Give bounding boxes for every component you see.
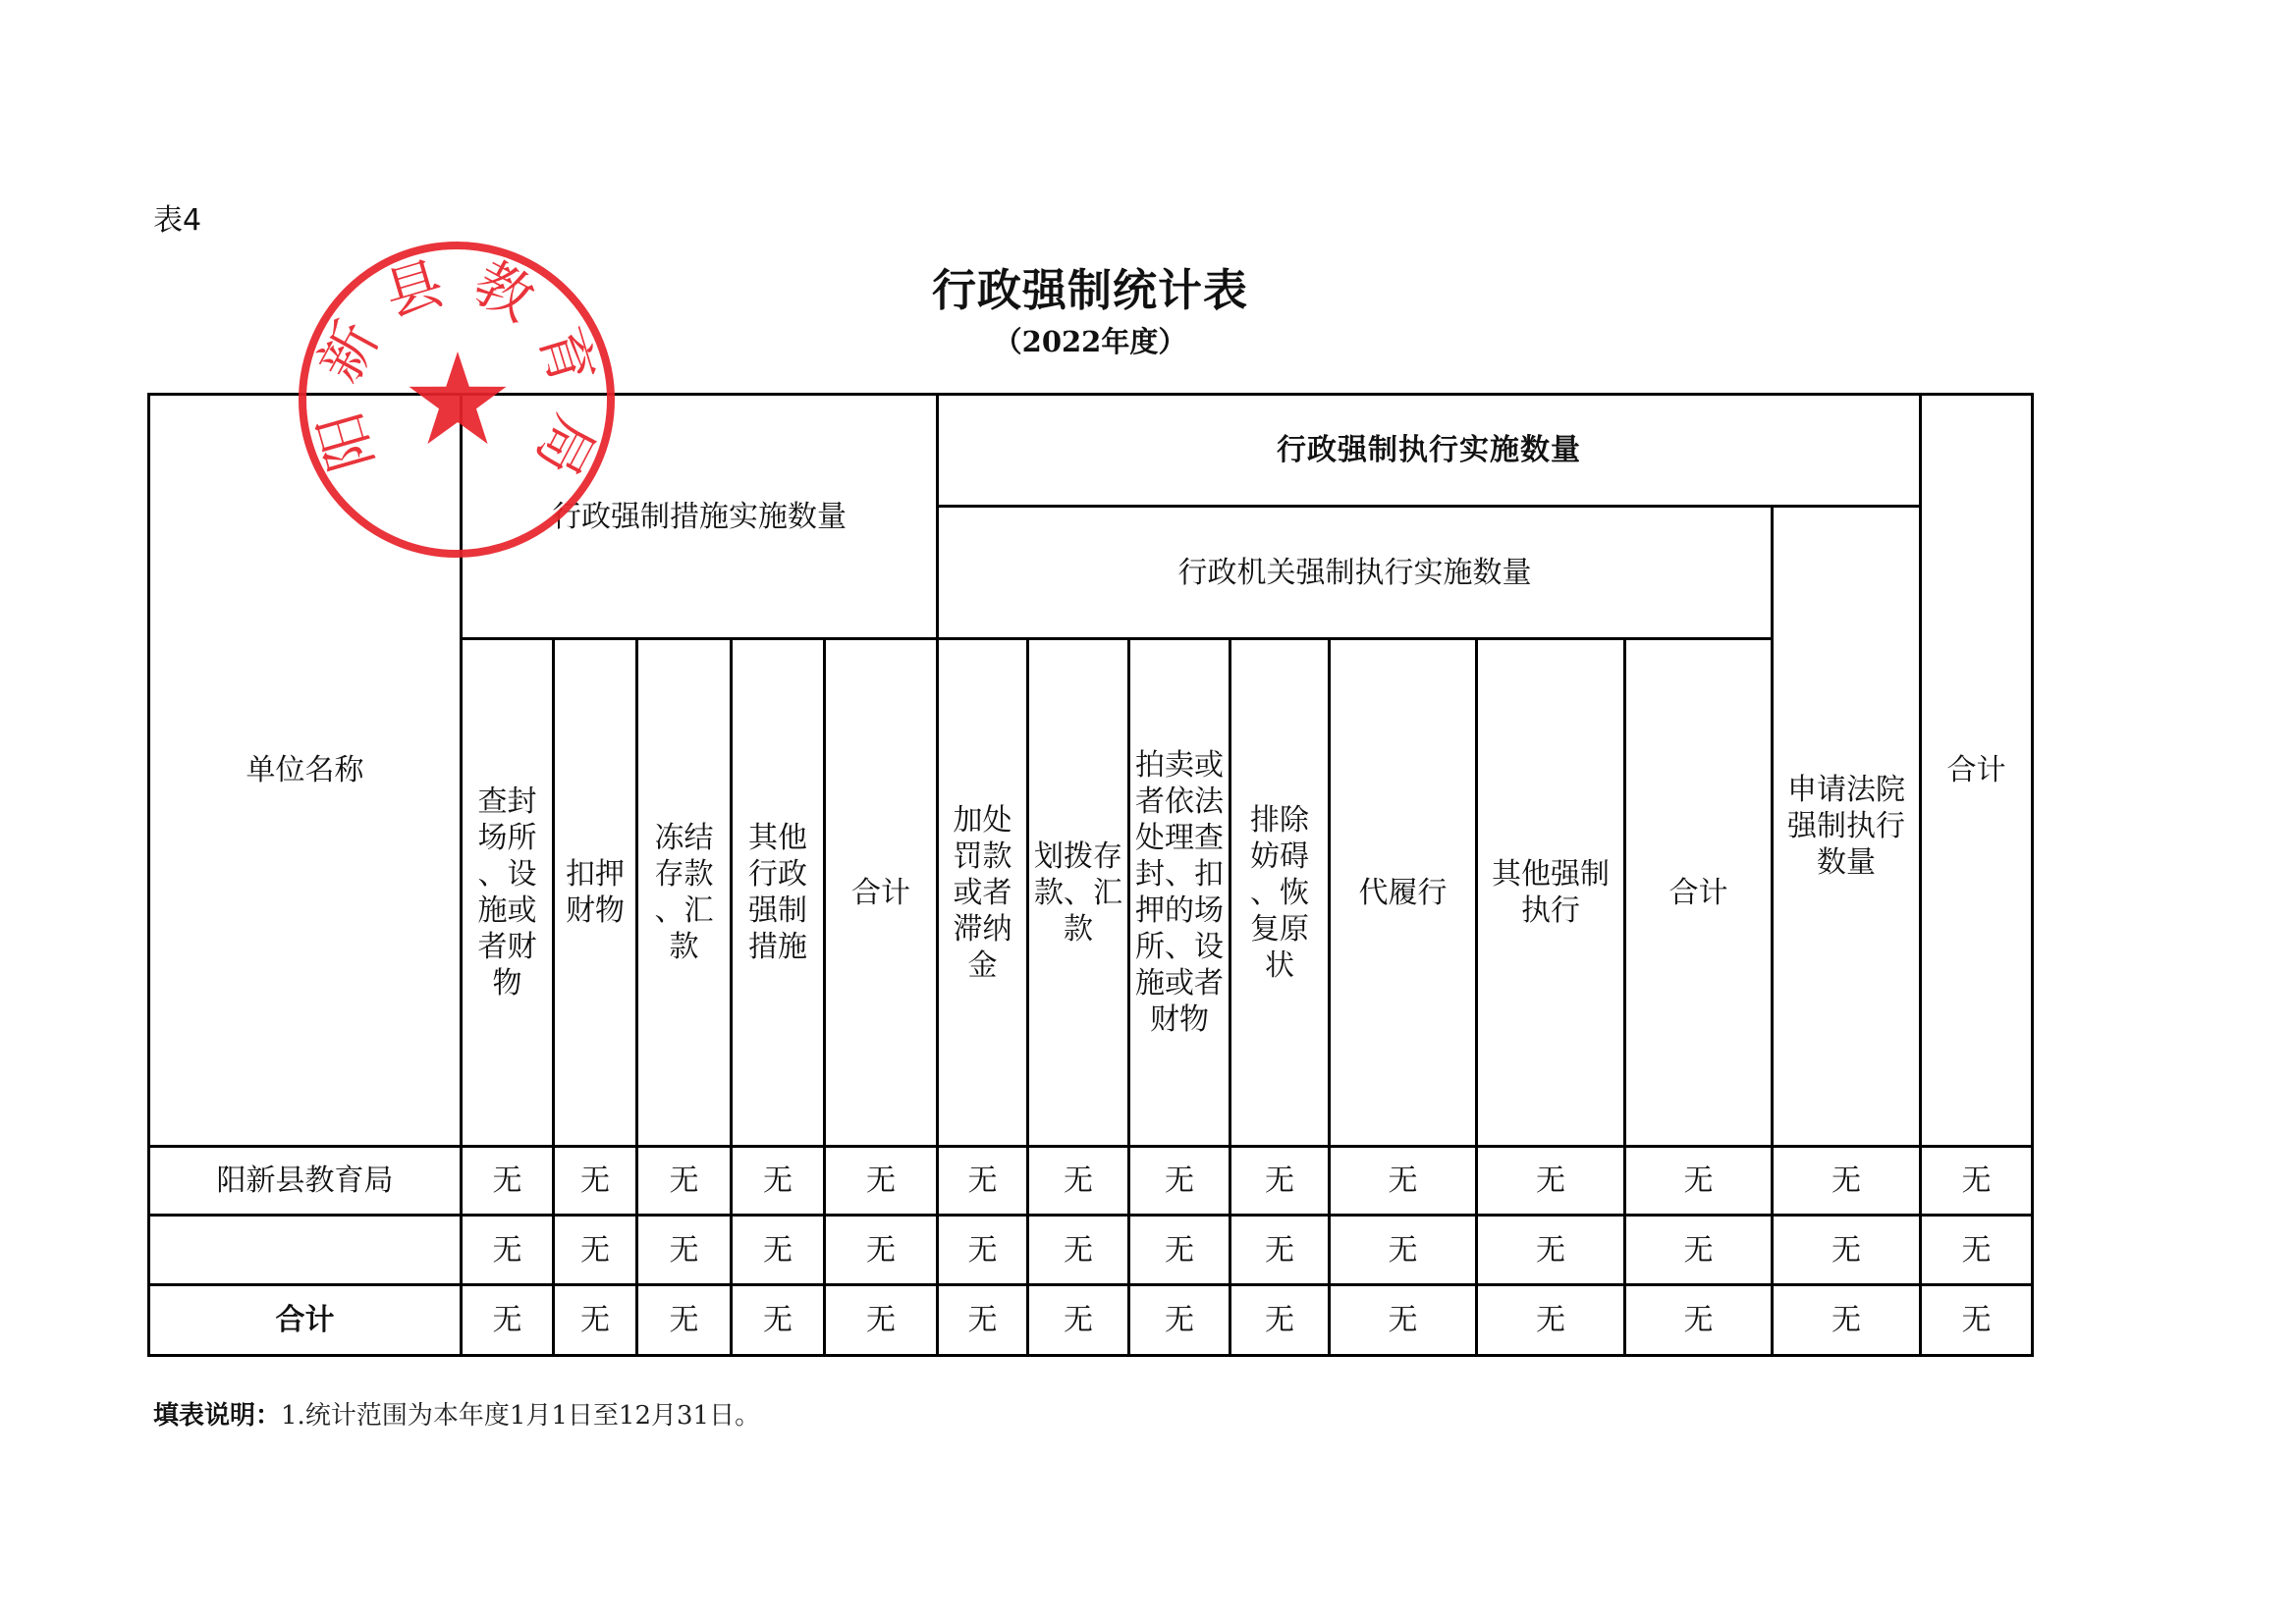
row-value: 无 [825,1285,938,1356]
row-value: 无 [1230,1216,1330,1285]
row-value: 无 [1330,1285,1477,1356]
row-value: 无 [1330,1216,1477,1285]
row-unit-name [149,1216,462,1285]
row-value: 无 [1028,1285,1129,1356]
row-value: 无 [1921,1216,2033,1285]
header-label: 拍卖或者依法处理查封、扣押的场所、设施或者财物 [1135,748,1225,1037]
row-value: 无 [1773,1216,1921,1285]
fill-note-text: 1.统计范围为本年度1月1日至12月31日。 [281,1401,761,1431]
seal-text-path: 阳新县教育局 [301,243,613,505]
row-value: 无 [732,1285,825,1356]
header-agency-col-substitute-performance [1330,639,1477,1147]
row-value: 无 [938,1147,1028,1216]
header-unit-name: 单位名称 [149,395,462,1147]
header-agency-col-other-execution [1477,639,1625,1147]
document-title: 行政强制统计表 [931,264,1248,316]
header-label: 排除妨碍、恢复原状 [1250,802,1310,983]
header-court-execution-cell [1773,507,1921,1147]
header-measure-col-other-measures [732,639,825,1147]
row-value: 无 [637,1147,732,1216]
row-value: 无 [1129,1216,1230,1285]
header-agency-col-subtotal [1625,639,1773,1147]
header-label: 加处罚款或者滞纳金 [953,802,1012,983]
row-value: 无 [554,1216,637,1285]
row-value: 无 [1129,1147,1230,1216]
row-value: 无 [1921,1147,2033,1216]
header-agency-col-auction [1129,639,1230,1147]
header-label: 查封场所、设施或者财物 [477,784,537,1001]
header-label: 冻结存款、汇款 [654,821,714,964]
header-agency-col-transfer-deposits [1028,639,1129,1147]
row-value: 无 [1230,1147,1330,1216]
table-row [149,1147,2033,1216]
header-measure-col-subtotal [825,639,938,1147]
row-value: 无 [825,1147,938,1216]
header-label: 合计 [1668,876,1728,910]
row-value: 无 [637,1216,732,1285]
row-value: 无 [1921,1285,2033,1356]
table-row-total [149,1285,2033,1356]
row-value: 无 [462,1216,554,1285]
row-value: 无 [1477,1147,1625,1216]
header-grand-total: 合计 [1921,395,2033,1147]
header-label: 其他强制执行 [1492,857,1611,928]
row-value: 无 [1330,1147,1477,1216]
row-value: 无 [825,1216,938,1285]
row-value: 无 [1028,1147,1129,1216]
row-value: 无 [554,1147,637,1216]
header-measures-group: 行政强制措施实施数量 [462,395,938,639]
row-unit-name: 阳新县教育局 [149,1147,462,1216]
row-value: 无 [938,1285,1028,1356]
header-label: 划拨存款、汇款 [1034,839,1123,947]
header-label: 扣押财物 [566,857,625,928]
row-value: 无 [462,1285,554,1356]
header-row-1 [149,395,2033,507]
row-value: 无 [1773,1285,1921,1356]
header-label: 代履行 [1358,876,1448,910]
row-value: 无 [554,1285,637,1356]
table-label: 表4 [153,203,202,238]
header-execution-group: 行政强制执行实施数量 [938,395,1921,507]
fill-note-label: 填表说明： [153,1401,282,1431]
row-value: 无 [732,1216,825,1285]
header-measure-col-seal-premises [462,639,554,1147]
row-value: 无 [732,1147,825,1216]
row-value: 无 [1028,1216,1129,1285]
row-unit-name: 合计 [149,1285,462,1356]
table-row [149,1216,2033,1285]
row-value: 无 [1773,1147,1921,1216]
row-value: 无 [1230,1285,1330,1356]
header-agency-col-late-fees [938,639,1028,1147]
header-label: 其他行政强制措施 [748,821,807,964]
row-value: 无 [1625,1216,1773,1285]
document-subtitle: （2022年度） [993,325,1187,358]
row-value: 无 [1477,1285,1625,1356]
header-measure-col-freeze-deposits [637,639,732,1147]
row-value: 无 [938,1216,1028,1285]
row-value: 无 [462,1147,554,1216]
row-value: 无 [1129,1285,1230,1356]
row-value: 无 [637,1285,732,1356]
header-agency-execution-group: 行政机关强制执行实施数量 [938,507,1773,639]
row-value: 无 [1477,1216,1625,1285]
row-value: 无 [1625,1285,1773,1356]
header-label: 合计 [851,876,911,910]
header-court-execution: 申请法院强制执行数量 [1787,773,1906,880]
header-agency-col-remove-obstruction [1230,639,1330,1147]
statistics-table [147,393,2034,1357]
row-value: 无 [1625,1147,1773,1216]
header-measure-col-seize-property [554,639,637,1147]
fill-note [153,1398,760,1434]
